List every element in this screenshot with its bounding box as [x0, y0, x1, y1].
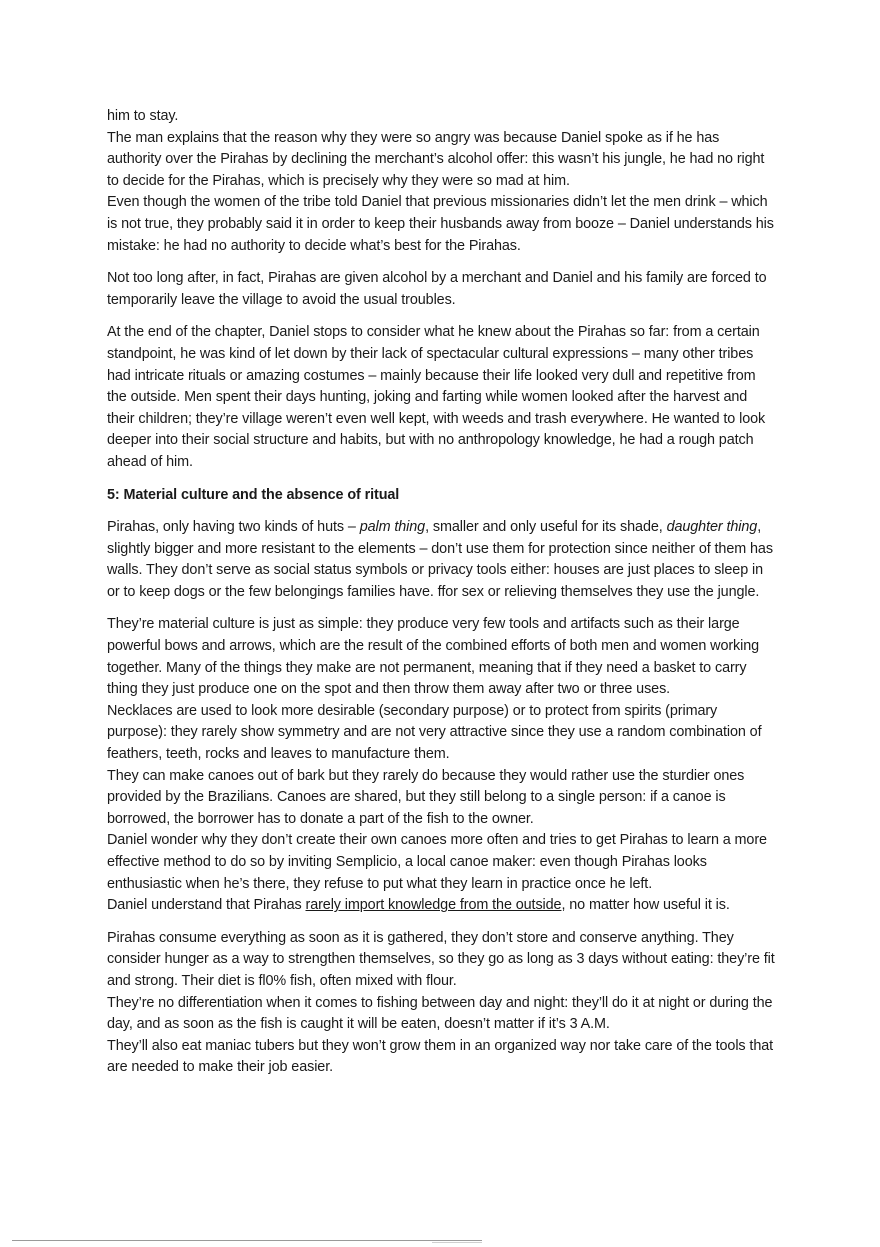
paragraph: They’re no differentiation when it comes to fishing between day and night: they’ll do it at night or during the day, and as soon as the fish is caught it will be eaten, doesn’t matter if it’s 3 A.M.	[107, 994, 773, 1033]
text-run: Pirahas, only having two kinds of huts –	[107, 519, 360, 536]
paragraph: Not too long after, in fact, Pirahas are given alcohol by a merchant and Daniel and his family are forced to temporarily leave the village to avoid the usual troubles.	[107, 270, 767, 308]
paragraph: him to stay.	[107, 108, 179, 124]
paragraph: Pirahas consume everything as soon as it is gathered, they don’t store and conserve anything. They consider hunger as a way to strengthen themselves, so they go as long as 3 days without eating: they’re fit and strong. Their diet is fl0% fish, often mixed with flour.	[107, 929, 775, 989]
document-page	[107, 106, 777, 1079]
paragraph: They’re material culture is just as simple: they produce very few tools and artifacts such as their large powerful bows and arrows, which are the result of the combined efforts of both men and women working together. Many of the things they make are not permanent, meaning that if they need a basket to carry thing they just produce one on the spot and then throw them away after two or three uses.	[107, 616, 760, 698]
paragraph	[107, 895, 777, 917]
underlined-phrase: rarely import knowledge from the outside	[305, 897, 562, 914]
paragraph: The man explains that the reason why they were so angry was because Daniel spoke as if he has authority over the Pirahas by declining the merchant’s alcohol offer: this wasn’t his jungle, he had no right to decide for the Pirahas, which is precisely why they were so mad at him.	[107, 129, 765, 189]
paragraph: They’ll also eat maniac tubers but they won’t grow them in an organized way nor take care of the tools that are needed to make their job easier.	[107, 1037, 774, 1076]
paragraph: Daniel wonder why they don’t create their own canoes more often and tries to get Pirahas to learn a more effective method to do so by inviting Semplicio, a local canoe maker: even though Pirahas looks enthusiastic when he’s there, they refuse to put what they learn in practice once he left.	[107, 832, 767, 892]
footer-divider	[12, 1240, 482, 1241]
footer-mark	[432, 1242, 482, 1243]
italic-term: daughter thing	[666, 519, 758, 536]
italic-term: palm thing	[359, 519, 426, 536]
text-run: Daniel understand that Pirahas	[107, 897, 306, 914]
text-run: , no matter how useful it is.	[561, 897, 730, 914]
section-heading: 5: Material culture and the absence of ritual	[107, 486, 400, 503]
text-run: , slightly bigger and more resistant to the elements – don’t use them for protection since neither of them has walls. They don’t serve as social status symbols or privacy tools either: houses are just places to sleep in or to keep dogs or the few belongings families have. ffor sex or relieving themselves they use the jungle.	[107, 519, 773, 600]
paragraph	[107, 517, 777, 603]
text-run: , smaller and only useful for its shade,	[425, 519, 667, 536]
paragraph: Necklaces are used to look more desirable (secondary purpose) or to protect from spirits (primary purpose): they rarely show symmetry and are not very attractive since they use a random combination of feathers, teeth, rocks and leaves to manufacture them.	[107, 702, 762, 763]
paragraph: At the end of the chapter, Daniel stops to consider what he knew about the Pirahas so far: from a certain standpoint, he was kind of let down by their lack of spectacular cultural expressions – many other tribes had intricate rituals or amazing costumes – mainly because their life looked very dull and repetitive from the outside. Men spent their days hunting, joking and farting while women looked after the harvest and their children; they’re village weren’t even well kept, with weeds and trash everywhere. He wanted to look deeper into their social structure and habits, but with no anthropology knowledge, he had a rough patch ahead of him.	[107, 324, 766, 470]
paragraph: They can make canoes out of bark but they rarely do because they would rather use the sturdier ones provided by the Brazilians. Canoes are shared, but they still belong to a single person: if a canoe is borrowed, the borrower has to donate a part of the fish to the owner.	[107, 767, 745, 827]
paragraph: Even though the women of the tribe told Daniel that previous missionaries didn’t let the men drink – which is not true, they probably said it in order to keep their husbands away from booze – Daniel understands his mistake: he had no authority to decide what’s best for the Pirahas.	[107, 194, 774, 254]
